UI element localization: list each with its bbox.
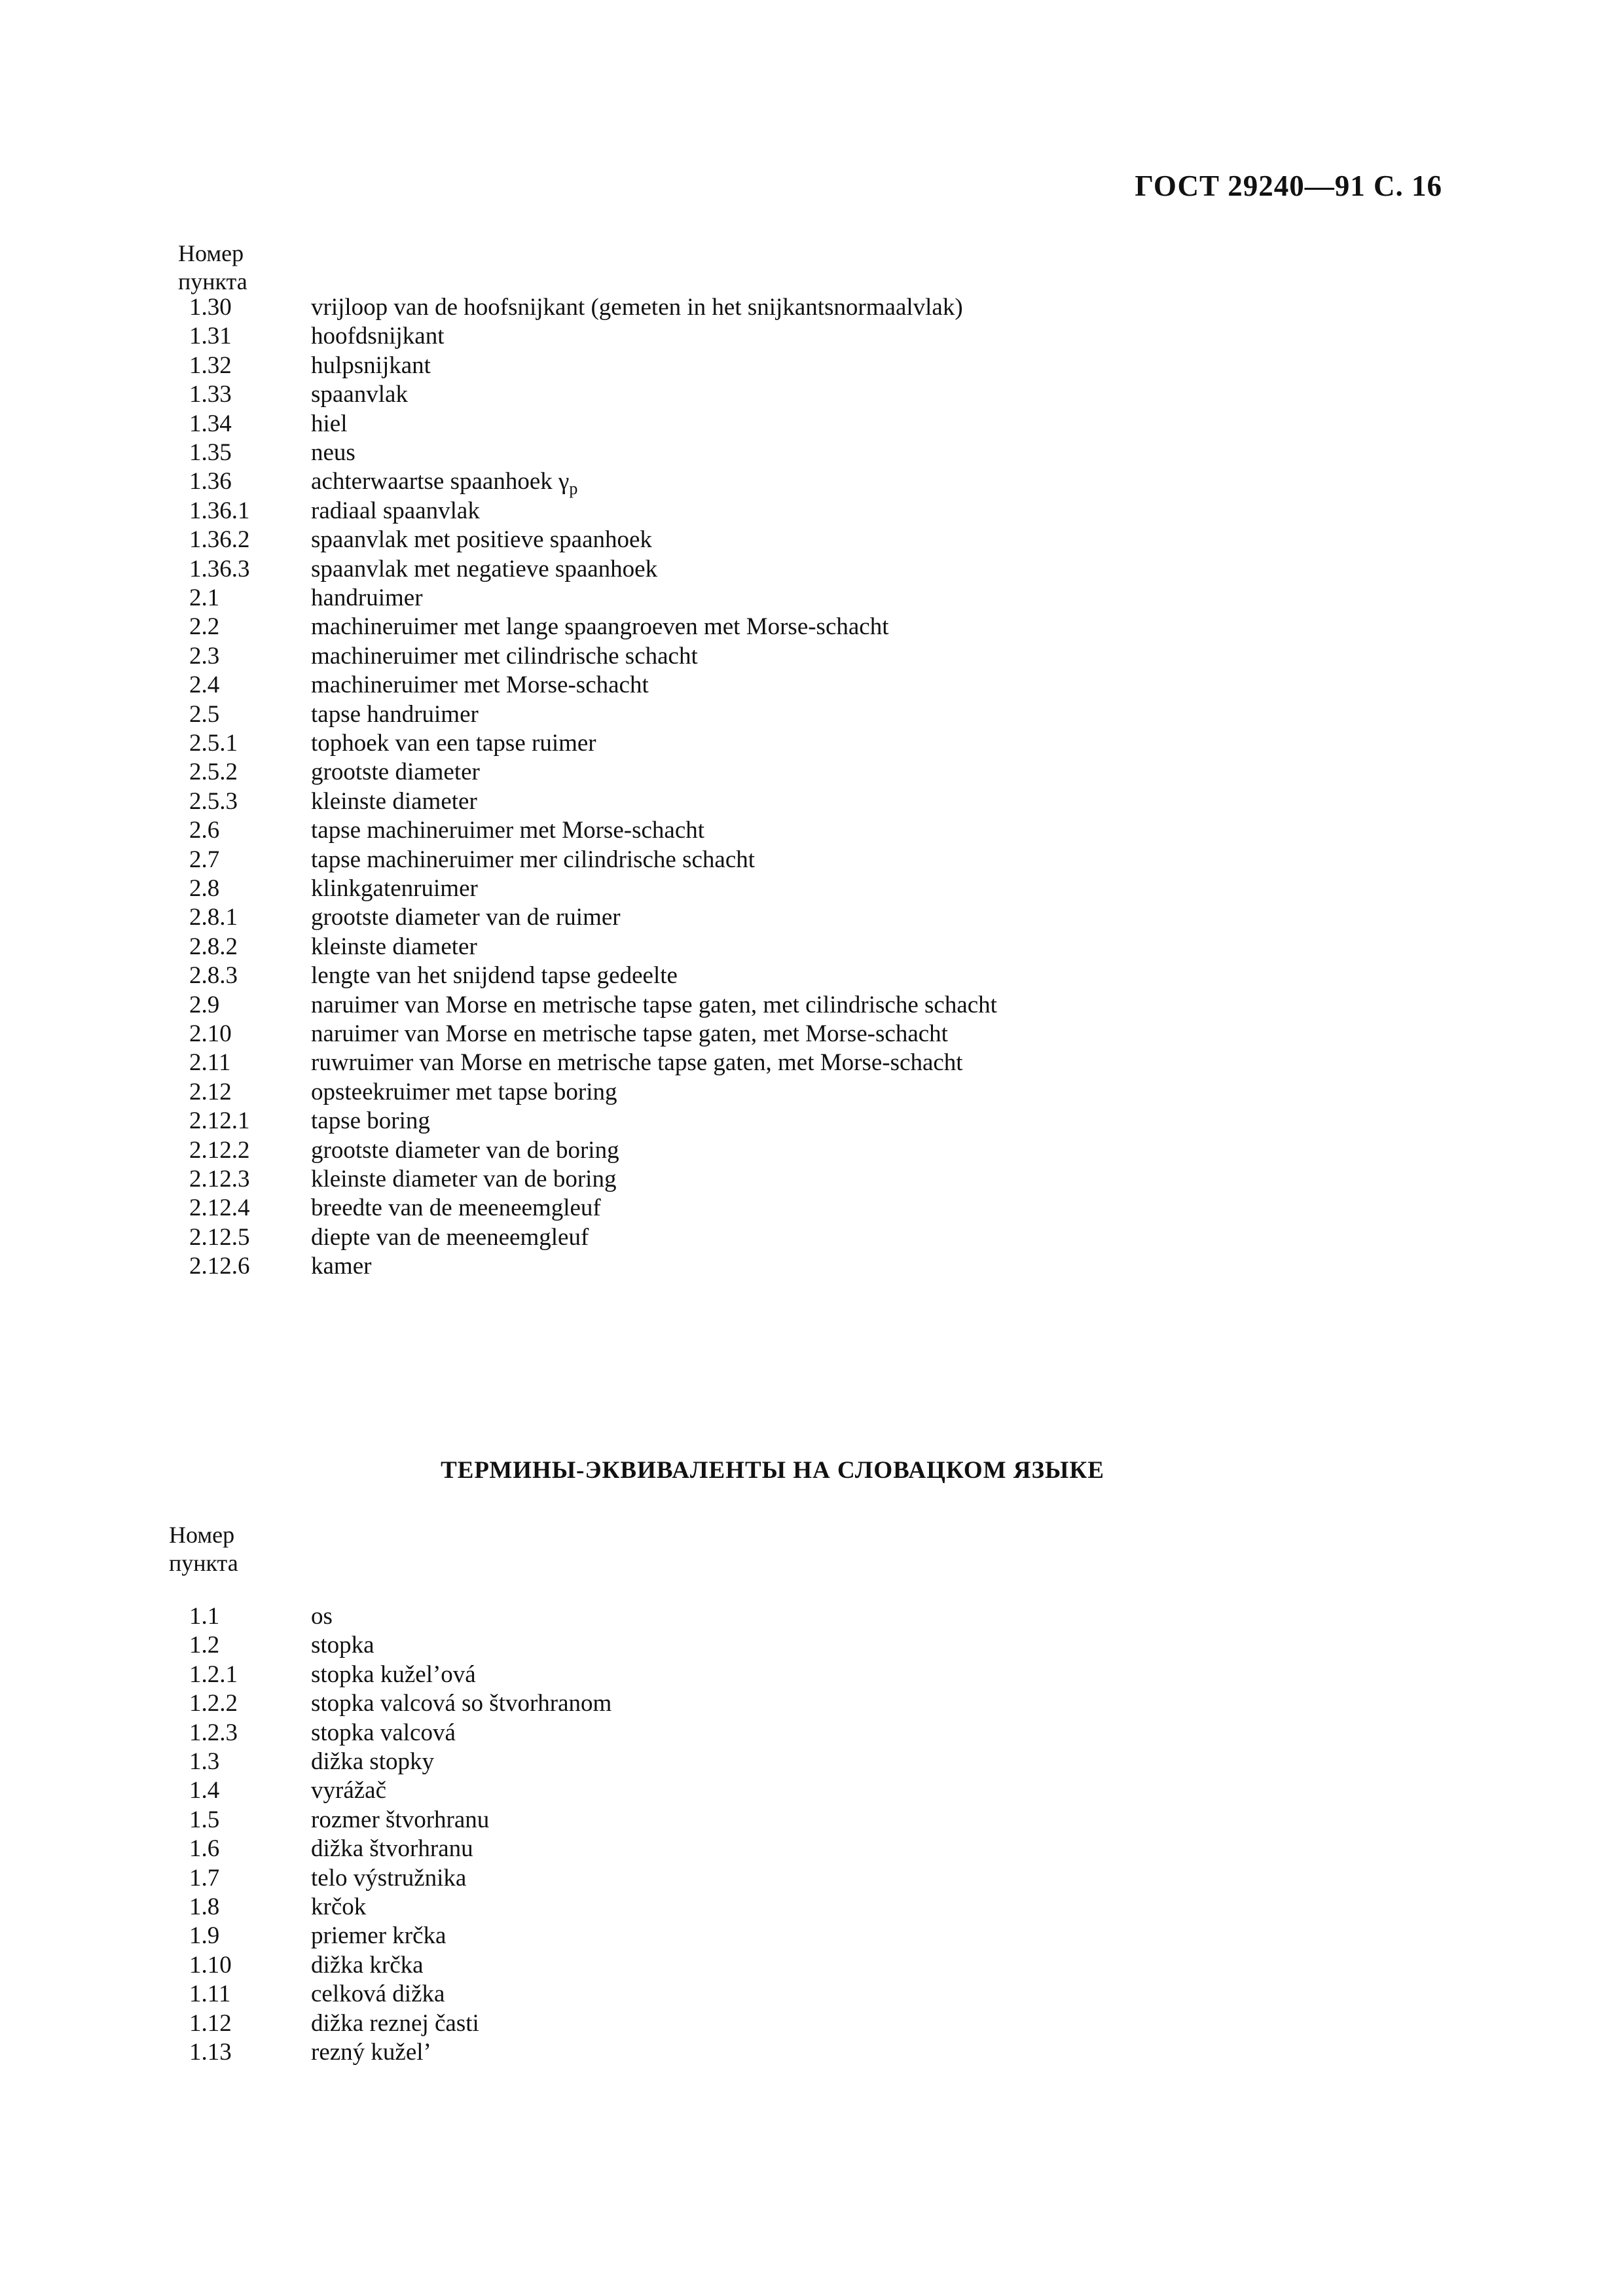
term-text (311, 410, 347, 438)
term-text (311, 1136, 619, 1164)
term-label: spaanvlak met negatieve spaanhoek (311, 555, 658, 583)
item-number: 2.12.5 (189, 1223, 250, 1251)
term-text (311, 322, 444, 350)
term-label: machineruimer met cilindrische schacht (311, 642, 698, 670)
item-number: 1.31 (189, 323, 232, 350)
term-label: naruimer van Morse en metrische tapse gaten, met Morse-schacht (311, 1020, 948, 1047)
term-text (311, 1223, 589, 1251)
term-label: dižka reznej časti (311, 2009, 479, 2037)
item-number: 2.6 (189, 817, 220, 844)
column-header-line2: пункта (178, 268, 247, 295)
term-text (311, 729, 596, 757)
term-text (311, 380, 408, 408)
term-label: telo výstružnika (311, 1864, 467, 1892)
term-label: krčok (311, 1893, 367, 1920)
term-label: vyrážač (311, 1777, 387, 1804)
item-number: 2.3 (189, 642, 220, 670)
term-text (311, 1660, 476, 1689)
term-label: stopka (311, 1632, 374, 1659)
term-text (311, 613, 889, 641)
term-label: diepte van de meeneemgleuf (311, 1223, 589, 1251)
term-label: machineruimer met lange spaangroeven met Morse-schacht (311, 613, 889, 641)
term-text (311, 961, 678, 990)
item-number: 1.4 (189, 1777, 220, 1804)
term-text (311, 2009, 479, 2037)
term-text (311, 1776, 386, 1804)
item-number: 1.12 (189, 2009, 232, 2037)
item-number: 2.5.1 (189, 730, 238, 757)
item-number: 2.12 (189, 1078, 232, 1105)
term-label: kleinste diameter (311, 933, 477, 960)
item-number: 2.12.4 (189, 1194, 250, 1222)
term-text (311, 1020, 948, 1048)
item-number: 1.2 (189, 1632, 220, 1659)
column-header-2-line2: пункта (169, 1550, 238, 1576)
item-number: 2.12.3 (189, 1166, 250, 1193)
item-number: 1.10 (189, 1951, 232, 1979)
term-label: kamer (311, 1253, 372, 1280)
term-text (311, 933, 477, 961)
term-label: radiaal spaanvlak (311, 497, 480, 524)
term-text (311, 991, 997, 1019)
term-label: stopka valcová (311, 1719, 456, 1746)
term-label: hulpsnijkant (311, 351, 431, 379)
term-text (311, 439, 356, 467)
item-number: 2.5.3 (189, 787, 238, 815)
term-label: dižka krčka (311, 1951, 424, 1979)
term-label: klinkgatenruimer (311, 875, 478, 902)
term-text (311, 584, 423, 612)
page-header: ГОСТ 29240—91 С. 16 (1135, 170, 1442, 202)
term-text (311, 758, 480, 786)
item-number: 1.11 (189, 1981, 231, 2008)
item-number: 1.8 (189, 1893, 220, 1920)
term-label: handruimer (311, 584, 423, 611)
item-number: 1.33 (189, 381, 232, 408)
term-text (311, 1631, 374, 1659)
item-number: 2.1 (189, 584, 220, 611)
term-label: machineruimer met Morse-schacht (311, 672, 649, 699)
item-number: 1.35 (189, 439, 232, 466)
term-label: grootste diameter van de ruimer (311, 904, 621, 931)
item-number: 2.8.1 (189, 904, 238, 931)
item-number: 2.12.6 (189, 1253, 250, 1280)
item-number: 1.2.2 (189, 1690, 238, 1717)
item-number: 1.6 (189, 1835, 220, 1863)
term-label: tophoek van een tapse ruimer (311, 730, 596, 757)
term-subscript: p (569, 479, 578, 499)
term-text (311, 526, 652, 554)
term-text (311, 1107, 430, 1135)
term-label: os (311, 1603, 333, 1630)
term-text (311, 1049, 963, 1077)
item-number: 1.36 (189, 468, 232, 495)
term-label: tapse boring (311, 1107, 430, 1135)
term-label: priemer krčka (311, 1922, 447, 1950)
term-text (311, 1602, 333, 1630)
item-number: 2.10 (189, 1020, 232, 1047)
column-header-2 (169, 1521, 238, 1577)
term-label: celková dižka (311, 1981, 445, 2008)
item-number: 1.5 (189, 1806, 220, 1833)
term-text (311, 787, 477, 816)
item-number: 2.11 (189, 1049, 231, 1077)
term-text (311, 1078, 617, 1106)
term-label: grootste diameter van de boring (311, 1136, 619, 1164)
term-text (311, 497, 480, 525)
term-text (311, 1864, 466, 1892)
column-header (178, 240, 247, 296)
term-text (311, 1252, 371, 1280)
term-label: achterwaartse spaanhoek γ (311, 468, 570, 495)
item-number: 2.5 (189, 700, 220, 728)
term-label: ruwruimer van Morse en metrische tapse gaten, met Morse-schacht (311, 1049, 963, 1077)
item-number: 1.13 (189, 2039, 232, 2066)
item-number: 1.36.1 (189, 497, 250, 524)
item-number: 1.30 (189, 294, 232, 321)
term-text (311, 642, 698, 670)
term-text (311, 1689, 611, 1717)
term-label: lengte van het snijdend tapse gedeelte (311, 962, 678, 990)
item-number: 1.2.3 (189, 1719, 238, 1746)
item-number: 2.8 (189, 875, 220, 902)
term-label: opsteekruimer met tapse boring (311, 1078, 617, 1105)
term-text (311, 700, 479, 728)
item-number: 1.3 (189, 1748, 220, 1775)
item-number: 1.2.1 (189, 1660, 238, 1688)
item-number: 2.8.3 (189, 962, 238, 990)
item-number: 2.9 (189, 991, 220, 1018)
term-label: dižka stopky (311, 1748, 435, 1775)
term-label: rezný kužel’ (311, 2039, 431, 2066)
term-label: tapse machineruimer mer cilindrische schacht (311, 846, 756, 873)
term-label: kleinste diameter van de boring (311, 1166, 617, 1193)
term-label: vrijloop van de hoofsnijkant (gemeten in het snijkantsnormaalvlak) (311, 294, 963, 321)
item-number: 2.8.2 (189, 933, 238, 960)
term-text (311, 2038, 431, 2066)
item-number: 2.7 (189, 846, 220, 873)
term-text (311, 1194, 601, 1222)
term-label: grootste diameter (311, 759, 480, 786)
term-label: stopka valcová so štvorhranom (311, 1690, 612, 1717)
term-label: hoofdsnijkant (311, 323, 445, 350)
term-label: neus (311, 439, 356, 466)
term-text (311, 874, 478, 903)
term-text (311, 903, 621, 931)
term-label: spaanvlak (311, 381, 408, 408)
term-text (311, 1922, 446, 1950)
item-number: 1.32 (189, 351, 232, 379)
section-title: ТЕРМИНЫ-ЭКВИВАЛЕНТЫ НА СЛОВАЦКОМ ЯЗЫКЕ (441, 1457, 1104, 1484)
term-text (311, 1951, 424, 1979)
term-text (311, 467, 578, 499)
item-number: 1.1 (189, 1603, 220, 1630)
term-label: naruimer van Morse en metrische tapse gaten, met cilindrische schacht (311, 991, 997, 1018)
column-header-2-line1: Номер (169, 1522, 235, 1548)
item-number: 1.7 (189, 1864, 220, 1892)
term-text (311, 671, 649, 699)
term-text (311, 1748, 434, 1776)
item-number: 1.36.2 (189, 526, 250, 554)
column-header-line1: Номер (178, 240, 244, 266)
term-label: dižka štvorhranu (311, 1835, 473, 1863)
item-number: 2.12.2 (189, 1136, 250, 1164)
item-number: 2.5.2 (189, 759, 238, 786)
term-text (311, 555, 657, 583)
item-number: 2.12.1 (189, 1107, 250, 1135)
term-text (311, 293, 963, 321)
term-label: kleinste diameter (311, 787, 477, 815)
item-number: 1.34 (189, 410, 232, 437)
term-label: tapse machineruimer met Morse-schacht (311, 817, 705, 844)
item-number: 2.4 (189, 672, 220, 699)
term-label: hiel (311, 410, 348, 437)
term-text (311, 1719, 456, 1747)
term-label: stopka kužel’ová (311, 1660, 476, 1688)
term-text (311, 1893, 366, 1921)
term-text (311, 1980, 445, 2008)
item-number: 1.36.3 (189, 555, 250, 583)
item-number: 1.9 (189, 1922, 220, 1950)
term-text (311, 846, 755, 874)
term-label: spaanvlak met positieve spaanhoek (311, 526, 652, 554)
term-text (311, 816, 704, 844)
term-label: rozmer štvorhranu (311, 1806, 490, 1833)
term-label: breedte van de meeneemgleuf (311, 1194, 601, 1222)
term-text (311, 351, 431, 380)
term-text (311, 1165, 616, 1193)
term-label: tapse handruimer (311, 700, 479, 728)
term-text (311, 1835, 473, 1863)
term-text (311, 1806, 489, 1834)
item-number: 2.2 (189, 613, 220, 641)
